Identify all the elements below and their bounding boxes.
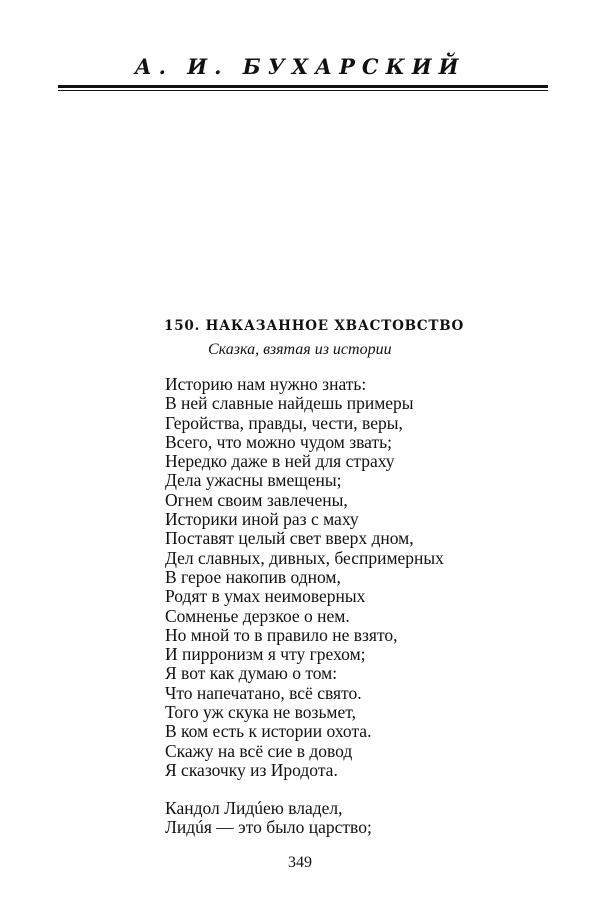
page-number: 349 [288, 854, 312, 871]
poem-line: Огнем своим завлечены, [165, 489, 348, 510]
poem-line: Нередко даже в ней для страху [165, 451, 395, 472]
poem-subtitle: Сказка, взятая из истории [208, 341, 392, 358]
poem-line: Того уж скука не возьмет, [165, 702, 356, 723]
poem-line: Дела ужасны вмещены; [165, 470, 342, 491]
header-rule-thin [58, 90, 548, 91]
poem-line: Лидúя — это было царство; [165, 817, 372, 838]
poem-line: Родят в умах неимоверных [165, 586, 366, 607]
poem-line: В герое накопив одном, [165, 566, 341, 587]
poem-line: Историки иной раз с маху [165, 509, 359, 530]
poem-line: Поставят целый свет вверх дном, [165, 528, 414, 549]
poem-title: 150. НАКАЗАННОЕ ХВАСТОВСТВО [164, 318, 464, 334]
poem-line: Я сказочку из Иродота. [165, 759, 338, 780]
poem-line: Кандол Лидúею владел, [165, 798, 343, 818]
poem-stanza-1 [165, 375, 444, 780]
poem-line: Дел славных, дивных, беспримерных [165, 547, 444, 568]
poem-line: Геройства, правды, чести, веры, [165, 412, 403, 433]
poem-line: И пирронизм я чту грехом; [165, 644, 366, 665]
poem-line: Всего, что можно чудом звать; [165, 431, 392, 452]
poem-line: Что напечатано, всё свято. [165, 682, 362, 703]
poem-line: Но мной то в правило не взято, [165, 624, 398, 645]
poem-line: Историю нам нужно знать: [165, 374, 367, 394]
poem-line: Я вот как думаю о том: [165, 663, 338, 684]
header-rule-thick [58, 85, 548, 88]
poem-line: В ней славные найдешь примеры [165, 393, 414, 414]
poem-stanza-2 [165, 799, 372, 838]
poem-line: Скажу на всё сие в довод [165, 740, 353, 761]
poem-line: В ком есть к истории охота. [165, 721, 372, 742]
running-head-author: А. И. БУХАРСКИЙ [134, 54, 466, 79]
poem-line: Сомненье дерзкое о нем. [165, 605, 350, 626]
